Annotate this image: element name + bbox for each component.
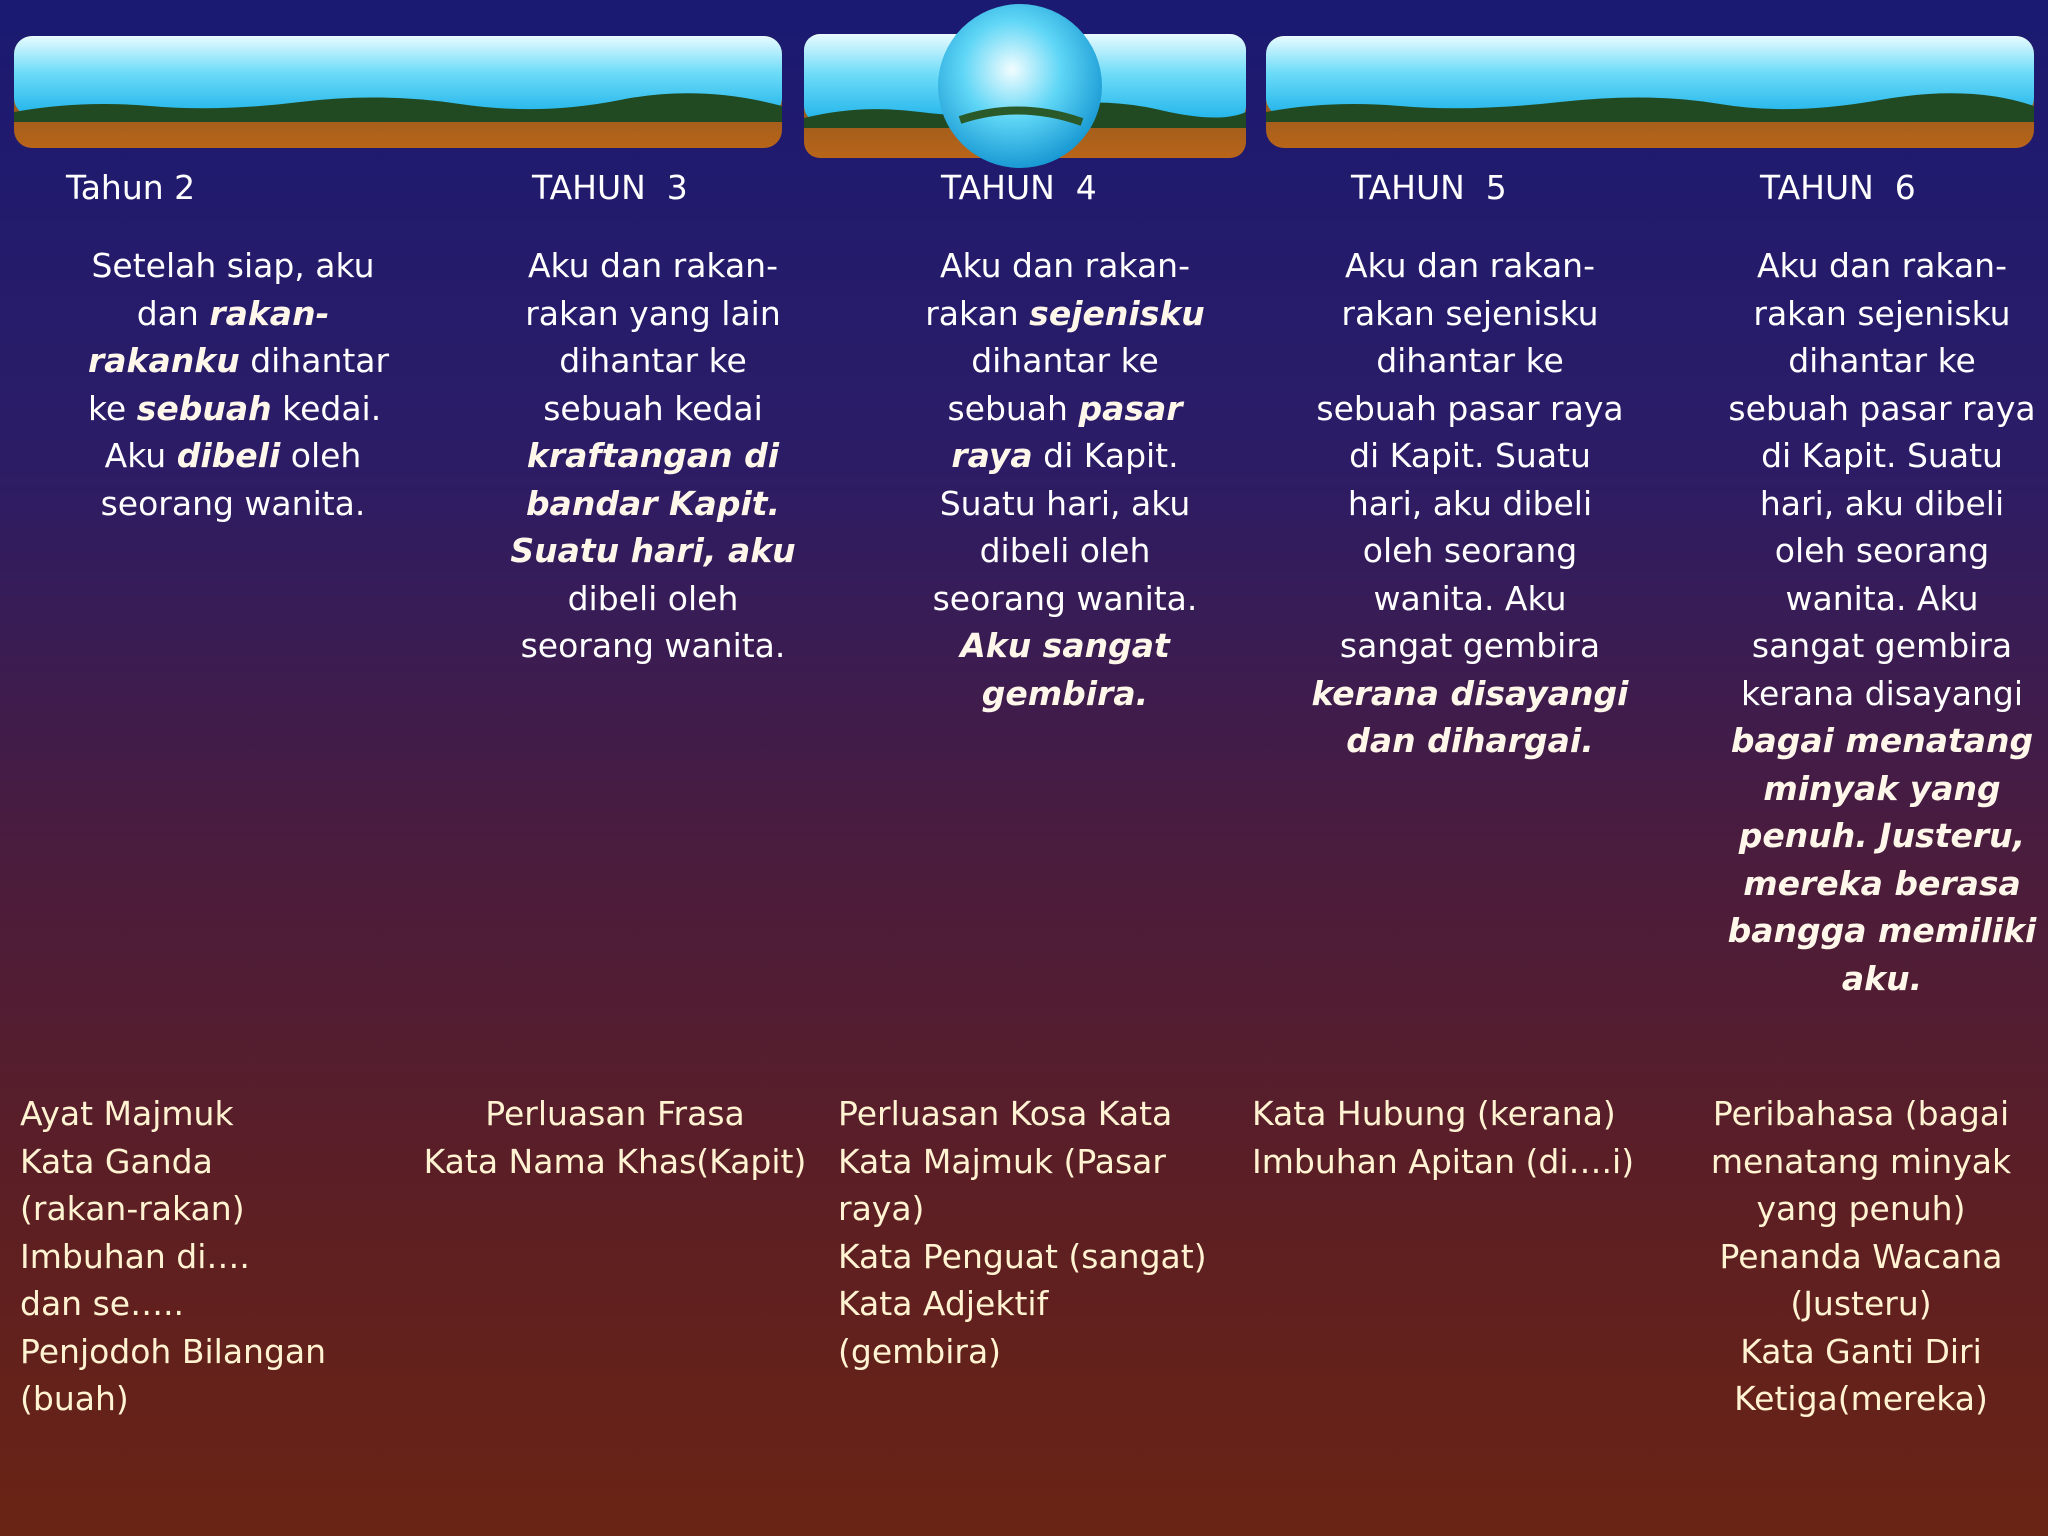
notes-tahun-5 — [1252, 1090, 1662, 1185]
story-line — [1310, 385, 1630, 433]
story-text: rakan sejenisku — [1341, 293, 1599, 333]
note-line: Peribahasa (bagai — [1712, 1094, 2010, 1133]
story-emphasis: sejenisku — [1029, 293, 1205, 333]
story-text: Aku — [104, 436, 177, 475]
story-text: Suatu hari, aku — [939, 483, 1191, 523]
story-line — [498, 337, 808, 385]
story-line — [1722, 907, 2042, 955]
story-text: sangat gembira — [1339, 626, 1601, 665]
story-line — [1722, 337, 2042, 385]
note-line: Imbuhan Apitan (di….i) — [1252, 1141, 1635, 1181]
story-line — [498, 480, 808, 528]
story-line — [498, 575, 808, 623]
story-text: oleh seorang — [1774, 531, 1990, 570]
story-text: sebuah pasar raya — [1316, 388, 1624, 428]
story-text: sebuah kedai — [543, 388, 763, 428]
story-text: dihantar — [239, 341, 390, 380]
story-tahun-4 — [910, 242, 1220, 717]
story-line — [1722, 860, 2042, 908]
note-line: raya) — [838, 1189, 925, 1228]
story-line — [910, 337, 1220, 385]
note-line: (rakan-rakan) — [20, 1189, 245, 1228]
story-text: sebuah pasar raya — [1728, 388, 2036, 428]
story-emphasis: minyak yang — [1763, 768, 2001, 808]
header-banner — [0, 0, 2048, 180]
note-line: Kata Ganti Diri — [1740, 1331, 1982, 1371]
story-emphasis: bangga memiliki — [1727, 911, 2037, 950]
story-text: rakan yang lain — [525, 293, 781, 333]
note-line: Penjodoh Bilangan — [20, 1331, 327, 1371]
note-line: Kata Ganda — [20, 1141, 213, 1181]
story-text: seorang wanita. — [520, 626, 786, 665]
story-text: oleh — [280, 436, 362, 475]
story-tahun-3 — [498, 242, 808, 670]
story-line — [498, 242, 808, 290]
story-tahun-6 — [1722, 242, 2042, 1002]
story-line — [1722, 290, 2042, 338]
story-text: oleh seorang — [1362, 531, 1578, 570]
story-emphasis: gembira. — [981, 673, 1149, 713]
story-emphasis: sebuah — [136, 388, 272, 428]
story-line — [1310, 242, 1630, 290]
note-line: Kata Adjektif — [838, 1284, 1049, 1323]
story-emphasis: rakanku — [88, 341, 240, 380]
story-emphasis: penuh. Justeru, — [1738, 816, 2026, 855]
story-line — [498, 385, 808, 433]
story-line — [1722, 670, 2042, 718]
story-text: Aku dan rakan- — [939, 246, 1190, 285]
story-line — [1722, 432, 2042, 480]
story-text: Aku dan rakan- — [527, 246, 778, 285]
note-line: (Justeru) — [1790, 1284, 1932, 1323]
story-line — [498, 527, 808, 575]
story-line — [1722, 955, 2042, 1003]
story-text: dibeli oleh — [567, 578, 739, 618]
note-line: dan se….. — [20, 1284, 185, 1323]
note-line: Kata Penguat (sangat) — [838, 1236, 1207, 1276]
story-line — [1310, 670, 1630, 718]
story-line — [910, 670, 1220, 718]
story-line — [910, 622, 1220, 670]
story-line — [88, 337, 390, 385]
story-text: di Kapit. Suatu — [1349, 436, 1591, 475]
right-landscape-panel — [1266, 36, 2034, 148]
story-text: dibeli oleh — [979, 531, 1151, 570]
notes-tahun-6 — [1676, 1090, 2046, 1423]
story-text: seorang wanita. — [100, 483, 366, 523]
story-line — [910, 527, 1220, 575]
story-text: rakan — [925, 293, 1030, 333]
story-text: ke — [88, 388, 137, 428]
story-line — [88, 290, 378, 338]
heading-tahun-2: Tahun 2 — [66, 168, 196, 207]
story-text: wanita. Aku — [1785, 578, 1979, 618]
story-line — [1722, 575, 2042, 623]
story-line — [1722, 812, 2042, 860]
story-emphasis: Suatu hari, aku — [510, 531, 796, 570]
story-line — [1722, 242, 2042, 290]
story-emphasis: Aku sangat — [960, 626, 1170, 665]
note-line: (buah) — [20, 1379, 129, 1418]
story-line — [1310, 480, 1630, 528]
center-globe-panel — [804, 4, 1246, 168]
story-tahun-5 — [1310, 242, 1630, 765]
story-text: Aku dan rakan- — [1344, 246, 1595, 285]
note-line: menatang minyak — [1710, 1141, 2012, 1181]
story-emphasis: aku. — [1841, 958, 1923, 998]
story-emphasis: kerana disayangi — [1311, 673, 1629, 713]
story-text: Aku dan rakan- — [1756, 246, 2007, 285]
note-line: Ketiga(mereka) — [1734, 1379, 1988, 1418]
story-text: rakan sejenisku — [1753, 293, 2011, 333]
note-line: yang penuh) — [1756, 1189, 1966, 1228]
note-line: Imbuhan di…. — [20, 1236, 250, 1276]
left-landscape-panel — [14, 36, 782, 148]
notes-tahun-3 — [410, 1090, 820, 1185]
story-line — [910, 575, 1220, 623]
heading-tahun-4: TAHUN 4 — [941, 168, 1097, 207]
story-emphasis: rakan- — [209, 293, 330, 333]
note-line: (gembira) — [838, 1331, 1002, 1371]
story-text: sebuah — [947, 388, 1079, 428]
story-line — [1722, 717, 2042, 765]
story-emphasis: raya — [951, 436, 1033, 475]
notes-tahun-2 — [20, 1090, 400, 1423]
story-line — [498, 290, 808, 338]
story-line — [1722, 385, 2042, 433]
story-line — [1310, 337, 1630, 385]
story-emphasis: bandar Kapit. — [525, 483, 781, 523]
note-line: Kata Nama Khas(Kapit) — [423, 1141, 807, 1181]
story-text: dihantar ke — [1376, 341, 1564, 380]
note-line: Penanda Wacana — [1719, 1236, 2003, 1276]
notes-tahun-4 — [838, 1090, 1258, 1375]
story-line — [1310, 432, 1630, 480]
story-text: dihantar ke — [559, 341, 747, 380]
story-emphasis: kraftangan di — [526, 436, 780, 475]
heading-tahun-6: TAHUN 6 — [1760, 168, 1916, 207]
story-line — [1722, 480, 2042, 528]
note-line: Kata Hubung (kerana) — [1252, 1094, 1616, 1133]
story-emphasis: mereka berasa — [1743, 863, 2021, 903]
note-line: Perluasan Frasa — [485, 1094, 745, 1133]
story-line — [498, 432, 808, 480]
story-line — [910, 290, 1220, 338]
story-line — [88, 480, 378, 528]
story-text: hari, aku dibeli — [1347, 483, 1593, 523]
heading-tahun-3: TAHUN 3 — [532, 168, 688, 207]
story-line — [1310, 575, 1630, 623]
story-emphasis: pasar — [1078, 388, 1183, 428]
story-line — [1310, 622, 1630, 670]
heading-tahun-5: TAHUN 5 — [1351, 168, 1507, 207]
story-text: Setelah siap, aku — [91, 246, 375, 285]
story-line — [88, 242, 378, 290]
story-line — [910, 242, 1220, 290]
story-line — [910, 432, 1220, 480]
story-emphasis: bagai menatang — [1730, 721, 2034, 760]
story-tahun-2 — [88, 242, 390, 527]
story-line — [1310, 527, 1630, 575]
story-emphasis: dan dihargai. — [1346, 721, 1594, 760]
note-line: Perluasan Kosa Kata — [838, 1094, 1173, 1133]
story-text: dihantar ke — [1788, 341, 1976, 380]
story-line — [88, 432, 378, 480]
story-line — [910, 385, 1220, 433]
story-text: di Kapit. Suatu — [1761, 436, 2003, 475]
story-line — [1722, 765, 2042, 813]
note-line: Ayat Majmuk — [20, 1094, 234, 1133]
story-text: di Kapit. — [1032, 436, 1179, 475]
story-line — [1310, 717, 1630, 765]
story-line — [1722, 622, 2042, 670]
story-text: dihantar ke — [971, 341, 1159, 380]
story-line — [498, 622, 808, 670]
story-emphasis: dibeli — [176, 436, 281, 475]
story-text: sangat gembira — [1751, 626, 2013, 665]
story-line — [1310, 290, 1630, 338]
story-text: wanita. Aku — [1373, 578, 1567, 618]
story-text: kerana disayangi — [1741, 673, 2023, 713]
story-text: kedai. — [271, 388, 382, 428]
story-text: hari, aku dibeli — [1759, 483, 2005, 523]
story-line — [910, 480, 1220, 528]
story-text: dan — [136, 293, 210, 333]
story-text: seorang wanita. — [932, 578, 1198, 618]
note-line: Kata Majmuk (Pasar — [838, 1141, 1166, 1181]
story-line — [88, 385, 382, 433]
story-line — [1722, 527, 2042, 575]
